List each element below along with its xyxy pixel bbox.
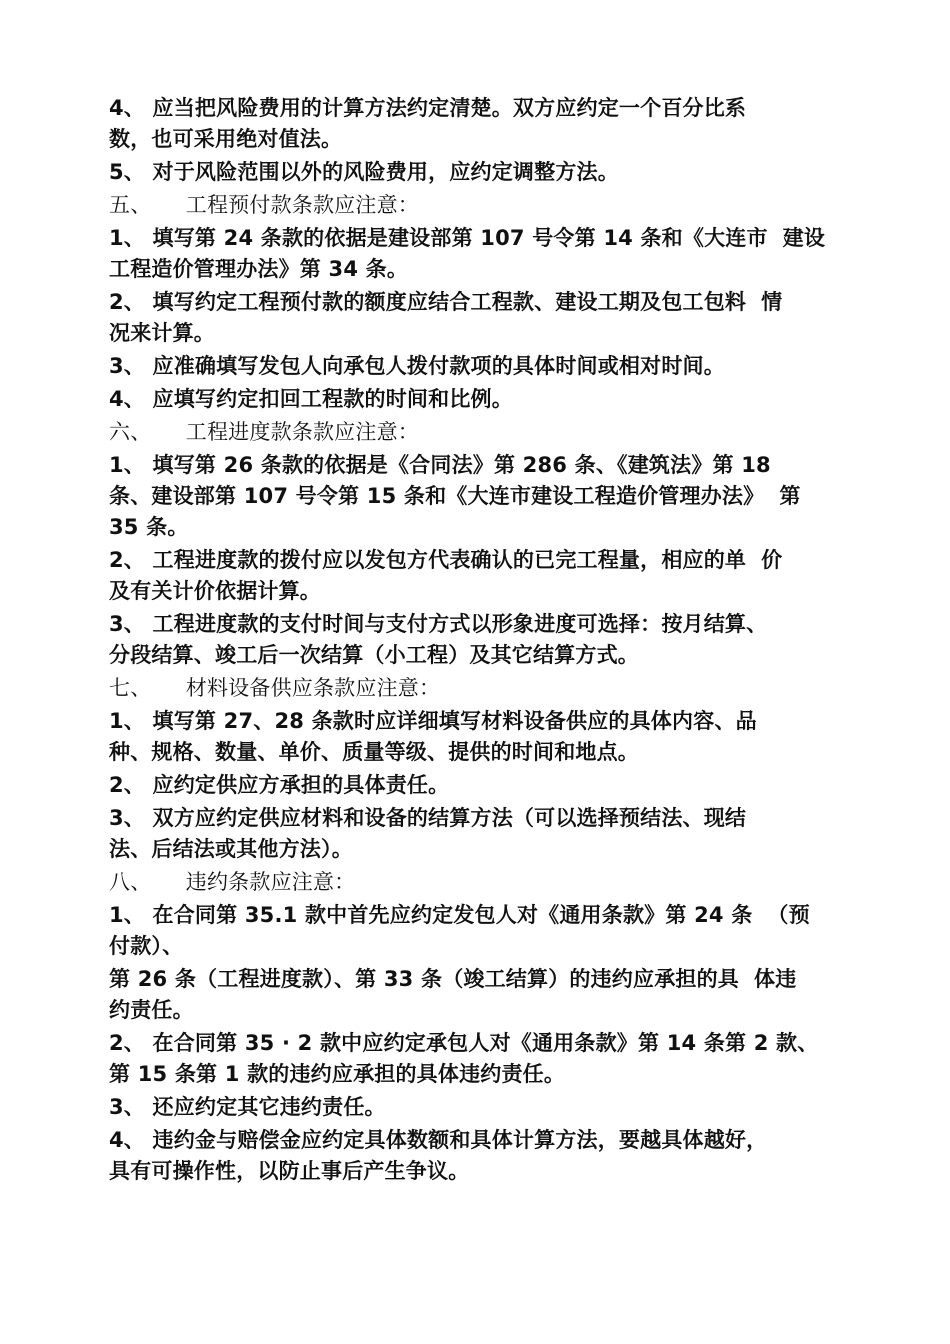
section-heading: 八、 违约条款应注意： <box>109 870 356 894</box>
text-line: 分段结算、竣工后一次结算（小工程）及其它结算方式。 <box>109 643 639 667</box>
text-line: 3、 还应约定其它违约责任。 <box>109 1095 386 1119</box>
document-body <box>109 93 849 1187</box>
text-line: 1、 填写第 27、28 条款时应详细填写材料设备供应的具体内容、品 <box>109 709 757 733</box>
text-line: 及有关计价依据计算。 <box>109 579 321 603</box>
text-line: 1、 在合同第 35.1 款中首先应约定发包人对《通用条款》第 24 条 （预 <box>109 903 810 927</box>
text-line: 工程造价管理办法》第 34 条。 <box>109 257 409 281</box>
text-line: 4、 应填写约定扣回工程款的时间和比例。 <box>109 387 513 411</box>
text-line: 4、 应当把风险费用的计算方法约定清楚。双方应约定一个百分比系 <box>109 96 747 120</box>
text-line: 法、后结法或其他方法）。 <box>109 837 353 861</box>
text-line: 第 26 条（工程进度款）、第 33 条（竣工结算）的违约应承担的具 体违 <box>109 967 797 991</box>
text-line: 3、 工程进度款的支付时间与支付方式以形象进度可选择：按月结算、 <box>109 612 768 636</box>
text-line: 条、建设部第 107 号令第 15 条和《大连市建设工程造价管理办法》 第 <box>109 484 801 508</box>
text-line: 3、 应准确填写发包人向承包人拨付款项的具体时间或相对时间。 <box>109 354 725 378</box>
text-line: 况来计算。 <box>109 321 215 345</box>
text-line: 具有可操作性，以防止事后产生争议。 <box>109 1159 470 1183</box>
text-line: 5、 对于风险范围以外的风险费用，应约定调整方法。 <box>109 160 619 184</box>
text-line: 第 15 条第 1 款的违约应承担的具体违约责任。 <box>109 1062 566 1086</box>
text-line: 2、 工程进度款的拨付应以发包方代表确认的已完工程量，相应的单 价 <box>109 548 783 572</box>
text-line: 付款）、 <box>109 934 184 958</box>
text-line: 数，也可采用绝对值法。 <box>109 127 343 151</box>
text-line: 约责任。 <box>109 998 194 1022</box>
section-heading: 五、 工程预付款条款应注意： <box>109 193 419 217</box>
text-line: 1、 填写第 24 条款的依据是建设部第 107 号令第 14 条和《大连市 建设 <box>109 226 826 250</box>
text-line: 4、 违约金与赔偿金应约定具体数额和具体计算方法，要越具体越好， <box>109 1128 768 1152</box>
text-line: 2、 填写约定工程预付款的额度应结合工程款、建设工期及包工包料 情 <box>109 290 783 314</box>
section-heading: 六、 工程进度款条款应注意： <box>109 420 419 444</box>
text-line: 2、 在合同第 35 · 2 款中应约定承包人对《通用条款》第 14 条第 2 款、 <box>109 1031 819 1055</box>
text-line: 种、规格、数量、单价、质量等级、提供的时间和地点。 <box>109 740 639 764</box>
section-heading: 七、 材料设备供应条款应注意： <box>109 676 441 700</box>
text-line: 1、 填写第 26 条款的依据是《合同法》第 286 条、《建筑法》第 18 <box>109 453 771 477</box>
text-line: 35 条。 <box>109 515 189 539</box>
text-line: 2、 应约定供应方承担的具体责任。 <box>109 773 450 797</box>
text-line: 3、 双方应约定供应材料和设备的结算方法（可以选择预结法、现结 <box>109 806 747 830</box>
